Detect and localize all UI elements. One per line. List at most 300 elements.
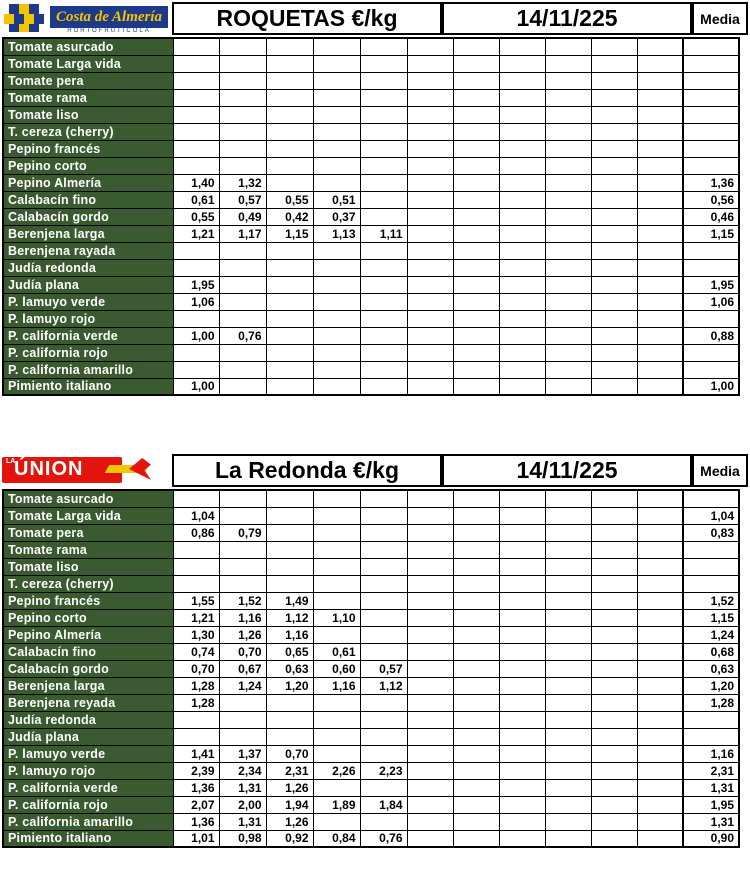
price-cell: 1,89 [313,796,360,813]
price-cell [313,140,360,157]
price-cell [266,694,313,711]
price-cell [453,796,499,813]
price-cell [591,310,637,327]
table-row [3,242,739,259]
price-cell: 1,36 [173,779,219,796]
price-cell [407,378,453,395]
price-cell [453,643,499,660]
price-cell: 1,37 [219,745,266,762]
price-cell [219,361,266,378]
price-cell [545,242,591,259]
sheet-title: ROQUETAS €/kg [172,2,442,35]
price-cell [313,507,360,524]
price-cell [591,38,637,55]
price-cell: 1,26 [266,813,313,830]
price-cell [499,361,545,378]
price-cell [453,677,499,694]
price-cell [591,592,637,609]
price-cell: 0,92 [266,830,313,847]
table-row [3,310,739,327]
media-cell: 1,06 [683,293,739,310]
price-cell: 1,16 [219,609,266,626]
product-label: Calabacín gordo [3,208,173,225]
price-cell: 1,13 [313,225,360,242]
price-cell [313,779,360,796]
price-cell [407,276,453,293]
price-cell: 1,55 [173,592,219,609]
product-label: P. california verde [3,327,173,344]
price-cell [499,208,545,225]
media-cell: 1,15 [683,609,739,626]
media-cell: 0,46 [683,208,739,225]
price-cell [637,310,683,327]
price-cell [499,541,545,558]
price-cell [499,558,545,575]
product-label: Tomate liso [3,558,173,575]
price-cell [453,541,499,558]
table-row [3,140,739,157]
price-cell [545,813,591,830]
price-cell [407,361,453,378]
table-row [3,344,739,361]
price-cell [591,609,637,626]
price-cell [313,276,360,293]
price-cell [545,694,591,711]
price-cell [173,541,219,558]
price-cell [453,344,499,361]
price-cell [591,89,637,106]
price-cell [499,157,545,174]
product-label: Pepino francés [3,140,173,157]
table-row [3,259,739,276]
table-row [3,191,739,208]
price-cell [360,711,407,728]
price-cell [173,575,219,592]
price-cell [453,293,499,310]
price-cell [591,643,637,660]
price-cell [545,779,591,796]
product-label: Pepino Almería [3,174,173,191]
price-cell: 2,00 [219,796,266,813]
product-label: P. california rojo [3,344,173,361]
price-cell [545,677,591,694]
price-cell [453,174,499,191]
price-cell: 1,17 [219,225,266,242]
price-cell: 1,31 [219,813,266,830]
price-cell [173,259,219,276]
price-cell [360,507,407,524]
price-cell [545,541,591,558]
price-cell [591,140,637,157]
price-cell [360,106,407,123]
price-cell [453,191,499,208]
product-label: Judía redonda [3,711,173,728]
price-cell [360,558,407,575]
price-cell [545,72,591,89]
media-cell [683,490,739,507]
price-cell [173,490,219,507]
price-cell: 1,95 [173,276,219,293]
price-cell [637,276,683,293]
price-cell [453,575,499,592]
price-cell [453,72,499,89]
price-cell: 1,21 [173,225,219,242]
price-cell [591,191,637,208]
product-label: T. cereza (cherry) [3,575,173,592]
price-cell: 1,06 [173,293,219,310]
price-cell [453,140,499,157]
media-cell [683,55,739,72]
price-cell [637,677,683,694]
table-row [3,106,739,123]
price-cell [407,140,453,157]
price-cell [219,72,266,89]
media-cell [683,38,739,55]
price-cell: 1,84 [360,796,407,813]
price-cell [453,327,499,344]
price-cell [266,89,313,106]
price-cell [173,140,219,157]
price-cell [499,55,545,72]
table-row [3,779,739,796]
price-cell [266,711,313,728]
price-cell [360,191,407,208]
product-label: Pepino Almería [3,626,173,643]
price-cell [360,575,407,592]
price-cell [637,541,683,558]
price-cell [545,592,591,609]
price-cell [545,140,591,157]
table-row [3,225,739,242]
price-cell [591,157,637,174]
product-label: T. cereza (cherry) [3,123,173,140]
price-cell [219,242,266,259]
price-cell [637,779,683,796]
price-cell [266,490,313,507]
price-cell [545,293,591,310]
table-row [3,89,739,106]
price-cell [545,327,591,344]
price-cell [173,123,219,140]
table-row [3,592,739,609]
price-cell: 2,31 [266,762,313,779]
price-cell [637,344,683,361]
price-cell [637,55,683,72]
price-cell [499,225,545,242]
product-label: Calabacín fino [3,191,173,208]
price-cell [407,609,453,626]
price-cell [545,490,591,507]
price-cell [407,779,453,796]
price-cell [266,293,313,310]
price-cell [407,293,453,310]
price-cell [313,72,360,89]
price-cell [266,310,313,327]
product-label: Tomate rama [3,541,173,558]
price-cell [499,796,545,813]
price-cell [545,123,591,140]
price-cell: 1,20 [266,677,313,694]
price-cell [545,626,591,643]
price-cell [313,293,360,310]
price-cell [499,310,545,327]
price-cell [219,123,266,140]
price-cell [407,711,453,728]
price-cell [407,208,453,225]
price-cell [453,592,499,609]
table-row [3,174,739,191]
table-row [3,378,739,395]
media-cell [683,541,739,558]
price-cell [591,745,637,762]
logo-small-text: LA [6,458,16,465]
price-cell [266,728,313,745]
price-cell [219,378,266,395]
price-cell: 2,26 [313,762,360,779]
price-cell [313,558,360,575]
price-cell [313,378,360,395]
price-cell: 0,76 [360,830,407,847]
price-cell [173,72,219,89]
price-cell [173,38,219,55]
product-label: Pepino corto [3,157,173,174]
sheet-date: 14/11/225 [442,454,692,487]
price-cell [499,609,545,626]
price-cell [453,259,499,276]
price-cell [266,507,313,524]
table-row [3,660,739,677]
product-label: P. lamuyo rojo [3,310,173,327]
price-cell [499,242,545,259]
product-label: Judía plana [3,728,173,745]
price-cell [591,123,637,140]
price-cell: 1,36 [173,813,219,830]
media-cell [683,728,739,745]
table-row [3,609,739,626]
product-label: Berenjena reyada [3,694,173,711]
price-cell [453,711,499,728]
price-cell [499,575,545,592]
price-cell: 0,98 [219,830,266,847]
price-cell [219,344,266,361]
price-cell [591,796,637,813]
price-cell [313,541,360,558]
price-cell: 1,11 [360,225,407,242]
price-cell [313,327,360,344]
price-cell [545,524,591,541]
price-cell [637,361,683,378]
product-label: Tomate asurcado [3,38,173,55]
price-cell [173,89,219,106]
price-cell [545,762,591,779]
price-cell [591,55,637,72]
table-row [3,293,739,310]
price-cell [499,507,545,524]
price-cell [591,779,637,796]
media-cell: 2,31 [683,762,739,779]
price-cell [637,191,683,208]
price-cell [407,524,453,541]
price-cell [173,157,219,174]
price-cell [313,813,360,830]
price-cell [360,643,407,660]
table-row [3,361,739,378]
price-cell: 1,40 [173,174,219,191]
price-cell [407,796,453,813]
media-cell [683,140,739,157]
price-cell [407,830,453,847]
media-cell: 1,16 [683,745,739,762]
product-label: Tomate pera [3,524,173,541]
table-row [3,327,739,344]
price-cell [219,490,266,507]
price-cell [407,490,453,507]
price-cell [453,242,499,259]
product-label: P. lamuyo verde [3,745,173,762]
price-cell [360,55,407,72]
price-cell: 1,41 [173,745,219,762]
price-cell [591,327,637,344]
media-cell: 1,31 [683,779,739,796]
media-cell: 1,04 [683,507,739,524]
media-cell: 1,24 [683,626,739,643]
price-cell: 1,28 [173,694,219,711]
price-cell [591,728,637,745]
table-row [3,745,739,762]
price-cell [407,38,453,55]
media-cell: 0,83 [683,524,739,541]
price-cell [266,174,313,191]
price-cell: 0,42 [266,208,313,225]
price-cell [407,728,453,745]
price-cell: 0,60 [313,660,360,677]
logo-name: Costa de Almería [50,6,168,28]
price-cell [407,310,453,327]
price-cell [499,490,545,507]
price-cell [266,327,313,344]
price-cell [360,779,407,796]
media-cell [683,89,739,106]
price-cell [499,378,545,395]
price-cell [266,575,313,592]
price-cell [173,711,219,728]
price-cell [591,106,637,123]
media-cell: 1,52 [683,592,739,609]
price-cell [637,89,683,106]
price-cell: 0,51 [313,191,360,208]
price-cell [499,524,545,541]
price-cell [219,38,266,55]
price-cell: 1,16 [313,677,360,694]
price-cell [313,123,360,140]
price-cell [360,310,407,327]
price-cell [591,711,637,728]
price-cell [637,507,683,524]
price-cell [219,541,266,558]
product-label: Berenjena larga [3,677,173,694]
price-cell: 2,39 [173,762,219,779]
price-cell [219,293,266,310]
media-cell: 1,28 [683,694,739,711]
price-cell [545,575,591,592]
price-cell [407,259,453,276]
price-cell [637,694,683,711]
price-cell [545,609,591,626]
price-cell [545,276,591,293]
swoosh-icon [107,458,157,480]
price-cell [499,276,545,293]
price-cell [637,378,683,395]
price-cell [545,259,591,276]
media-header: Media [692,2,748,35]
price-cell [637,711,683,728]
price-cell [499,140,545,157]
price-cell [407,191,453,208]
price-cell [266,242,313,259]
price-cell [453,208,499,225]
product-label: Tomate asurcado [3,490,173,507]
price-cell [313,38,360,55]
price-cell [219,507,266,524]
price-cell: 1,00 [173,378,219,395]
price-cell [407,541,453,558]
price-cell [453,55,499,72]
price-cell [637,490,683,507]
media-cell: 1,36 [683,174,739,191]
price-cell [360,89,407,106]
price-cell [453,609,499,626]
media-cell [683,711,739,728]
media-cell: 0,63 [683,660,739,677]
media-cell [683,157,739,174]
price-cell [499,72,545,89]
price-cell [637,813,683,830]
price-cell [545,361,591,378]
price-cell [637,140,683,157]
price-cell [360,813,407,830]
price-cell [499,830,545,847]
price-cell [591,259,637,276]
price-cell [499,728,545,745]
price-cell [499,711,545,728]
price-cell [360,208,407,225]
product-label: Calabacín fino [3,643,173,660]
price-cell: 0,49 [219,208,266,225]
price-cell: 1,16 [266,626,313,643]
price-cell [266,123,313,140]
sheet-title: La Redonda €/kg [172,454,442,487]
price-cell [591,293,637,310]
price-cell: 0,70 [219,643,266,660]
price-cell [313,728,360,745]
price-cell [545,558,591,575]
price-cell [407,72,453,89]
table-row [3,276,739,293]
price-cell: 1,10 [313,609,360,626]
price-cell [313,242,360,259]
price-cell: 1,32 [219,174,266,191]
price-cell [499,89,545,106]
price-cell [637,327,683,344]
price-cell [545,745,591,762]
price-cell: 1,94 [266,796,313,813]
price-cell [407,106,453,123]
media-cell: 0,56 [683,191,739,208]
price-cell [173,344,219,361]
product-label: Tomate rama [3,89,173,106]
price-cell: 1,21 [173,609,219,626]
price-table [2,489,740,848]
